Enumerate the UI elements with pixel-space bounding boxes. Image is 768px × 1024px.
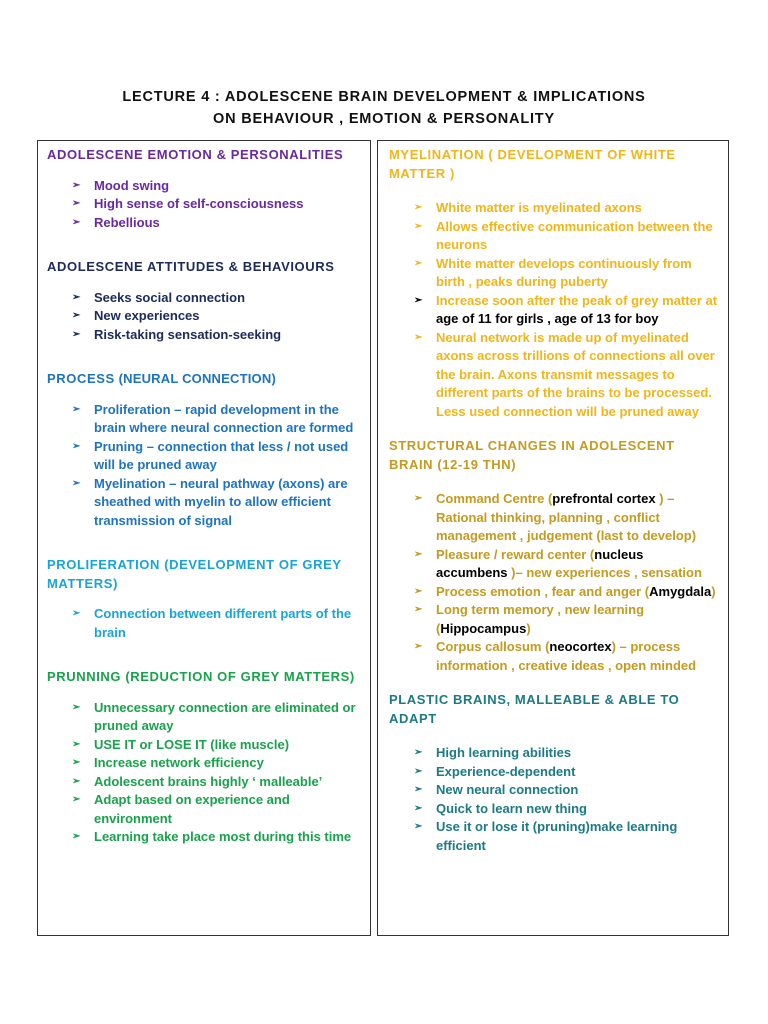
list-item: ➢ Experience-dependent (389, 763, 718, 782)
list-item: ➢ Use it or lose it (pruning)make learning efficient (414, 819, 678, 853)
arrowhead-bullet-icon: ➢ (72, 179, 81, 191)
arrowhead-bullet-icon: ➢ (72, 831, 81, 842)
arrowhead-bullet-icon: ➢ (414, 493, 423, 504)
list-item: ➢ White matter is myelinated axons (389, 199, 718, 218)
section-heading: MYELINATION ( DEVELOPMENT OF WHITE MATTER ) (389, 147, 676, 181)
list-item: ➢ Seeks social connection (47, 289, 360, 308)
arrowhead-bullet-icon: ➢ (72, 216, 81, 228)
arrowhead-bullet-icon: ➢ (414, 765, 423, 777)
list-item: ➢ New neural connection (389, 781, 718, 800)
section-plastic (389, 691, 718, 855)
list-item: ➢ Quick to learn new thing (389, 800, 718, 819)
bullet-list (47, 177, 360, 233)
arrowhead-bullet-icon: ➢ (72, 477, 81, 489)
arrowhead-bullet-icon: ➢ (72, 291, 81, 303)
arrowhead-bullet-icon: ➢ (414, 331, 423, 343)
section-heading: PROCESS (NEURAL CONNECTION) (47, 371, 276, 386)
bullet-list (389, 199, 718, 421)
section-structural (389, 437, 718, 675)
bullet-list (47, 401, 360, 531)
list-item: ➢ Increase network efficiency (47, 754, 360, 773)
list-item: ➢ Command Centre (prefrontal cortex ) – Rational thinking, planning , conflict management , judgement (last to develop) (414, 491, 697, 543)
list-item: ➢ Rebellious (47, 214, 360, 233)
bullet-list (47, 289, 360, 345)
list-item: ➢ High sense of self-consciousness (47, 195, 360, 214)
bullet-list (47, 605, 360, 642)
arrowhead-bullet-icon: ➢ (414, 548, 423, 560)
right-column (377, 140, 729, 936)
list-item: ➢ USE IT or LOSE IT (like muscle) (47, 736, 360, 755)
page-title (0, 86, 768, 130)
arrowhead-bullet-icon: ➢ (414, 802, 423, 814)
list-item: ➢ Increase soon after the peak of grey matter at age of 11 for girls , age of 13 for boy (414, 292, 718, 326)
list-item: ➢ Process emotion , fear and anger (Amygdala) (389, 583, 718, 602)
arrowhead-bullet-icon: ➢ (72, 757, 81, 768)
list-item: ➢ Pleasure / reward center (nucleus accumbens )– new experiences , sensation (414, 546, 702, 580)
list-item: ➢ Connection between different parts of the brain (72, 606, 352, 640)
list-item: ➢ Allows effective communication between the neurons (414, 218, 713, 252)
list-item: ➢ Risk-taking sensation-seeking (47, 326, 360, 345)
arrowhead-bullet-icon: ➢ (72, 198, 81, 209)
arrowhead-bullet-icon: ➢ (72, 794, 81, 805)
section-heading: PRUNNING (REDUCTION OF GREY MATTERS) (47, 669, 355, 684)
list-item: ➢ Pruning – connection that less / not used will be pruned away (72, 438, 349, 472)
list-item: ➢ New experiences (47, 307, 360, 326)
arrowhead-bullet-icon: ➢ (72, 310, 81, 321)
arrowhead-bullet-icon: ➢ (414, 585, 423, 597)
section-emotion (47, 146, 360, 232)
list-item: ➢ White matter develops continuously from birth , peaks during puberty (414, 255, 692, 289)
title-line-1: LECTURE 4 : ADOLESCENE BRAIN DEVELOPMENT & IMPLICATIONS (122, 89, 646, 105)
section-heading: ADOLESCENE EMOTION & PERSONALITIES (47, 147, 344, 162)
section-heading: PROLIFERATION (DEVELOPMENT OF GREY MATTERS) (47, 557, 342, 591)
bullet-list (389, 490, 718, 675)
list-item: ➢ Myelination – neural pathway (axons) are sheathed with myelin to allow efficient transmission of signal (72, 475, 348, 528)
arrowhead-bullet-icon: ➢ (414, 641, 423, 652)
list-item: ➢ Proliferation – rapid development in the brain where neural connection are formed (72, 401, 354, 435)
section-heading: ADOLESCENE ATTITUDES & BEHAVIOURS (47, 259, 335, 274)
section-proliferation (47, 556, 360, 642)
arrowhead-bullet-icon: ➢ (72, 701, 81, 713)
section-prunning (47, 668, 360, 847)
section-heading: STRUCTURAL CHANGES IN ADOLESCENT BRAIN (12-19 THN) (389, 438, 675, 472)
arrowhead-bullet-icon: ➢ (72, 403, 81, 415)
bullet-list (47, 699, 360, 847)
section-myelination (389, 146, 718, 421)
list-item: ➢ Adolescent brains highly ‘ malleable’ (47, 773, 360, 792)
left-column (37, 140, 371, 936)
arrowhead-bullet-icon: ➢ (414, 202, 423, 213)
list-item: ➢ Mood swing (47, 177, 360, 196)
bullet-list (389, 744, 718, 855)
arrowhead-bullet-icon: ➢ (414, 747, 423, 758)
arrowhead-bullet-icon: ➢ (414, 604, 423, 615)
section-attitudes (47, 258, 360, 344)
arrowhead-bullet-icon: ➢ (414, 294, 423, 306)
arrowhead-bullet-icon: ➢ (414, 257, 423, 269)
section-process (47, 370, 360, 530)
arrowhead-bullet-icon: ➢ (72, 738, 81, 750)
arrowhead-bullet-icon: ➢ (414, 821, 423, 832)
arrowhead-bullet-icon: ➢ (72, 775, 81, 787)
arrowhead-bullet-icon: ➢ (72, 608, 81, 619)
list-item: ➢ Neural network is made up of myelinated axons across trillions of connections all over the brain. Axons transmit messages to different parts of the brains to be processed. Less used connection will be pruned away (414, 329, 715, 419)
section-heading: PLASTIC BRAINS, MALLEABLE & ABLE TO ADAPT (389, 692, 680, 726)
list-item: ➢ Learning take place most during this time (47, 828, 360, 847)
arrowhead-bullet-icon: ➢ (414, 784, 423, 795)
list-item: ➢ Unnecessary connection are eliminated or pruned away (72, 699, 356, 733)
list-item: ➢ Long term memory , new learning (Hippocampus) (414, 602, 645, 636)
arrowhead-bullet-icon: ➢ (72, 440, 81, 452)
title-line-2: ON BEHAVIOUR , EMOTION & PERSONALITY (213, 111, 555, 127)
list-item: ➢ Adapt based on experience and environment (72, 792, 290, 826)
list-item: ➢ High learning abilities (389, 744, 718, 763)
arrowhead-bullet-icon: ➢ (72, 328, 81, 340)
arrowhead-bullet-icon: ➢ (414, 220, 423, 232)
list-item: ➢ Corpus callosum (neocortex) – process information , creative ideas , open minded (414, 639, 697, 673)
